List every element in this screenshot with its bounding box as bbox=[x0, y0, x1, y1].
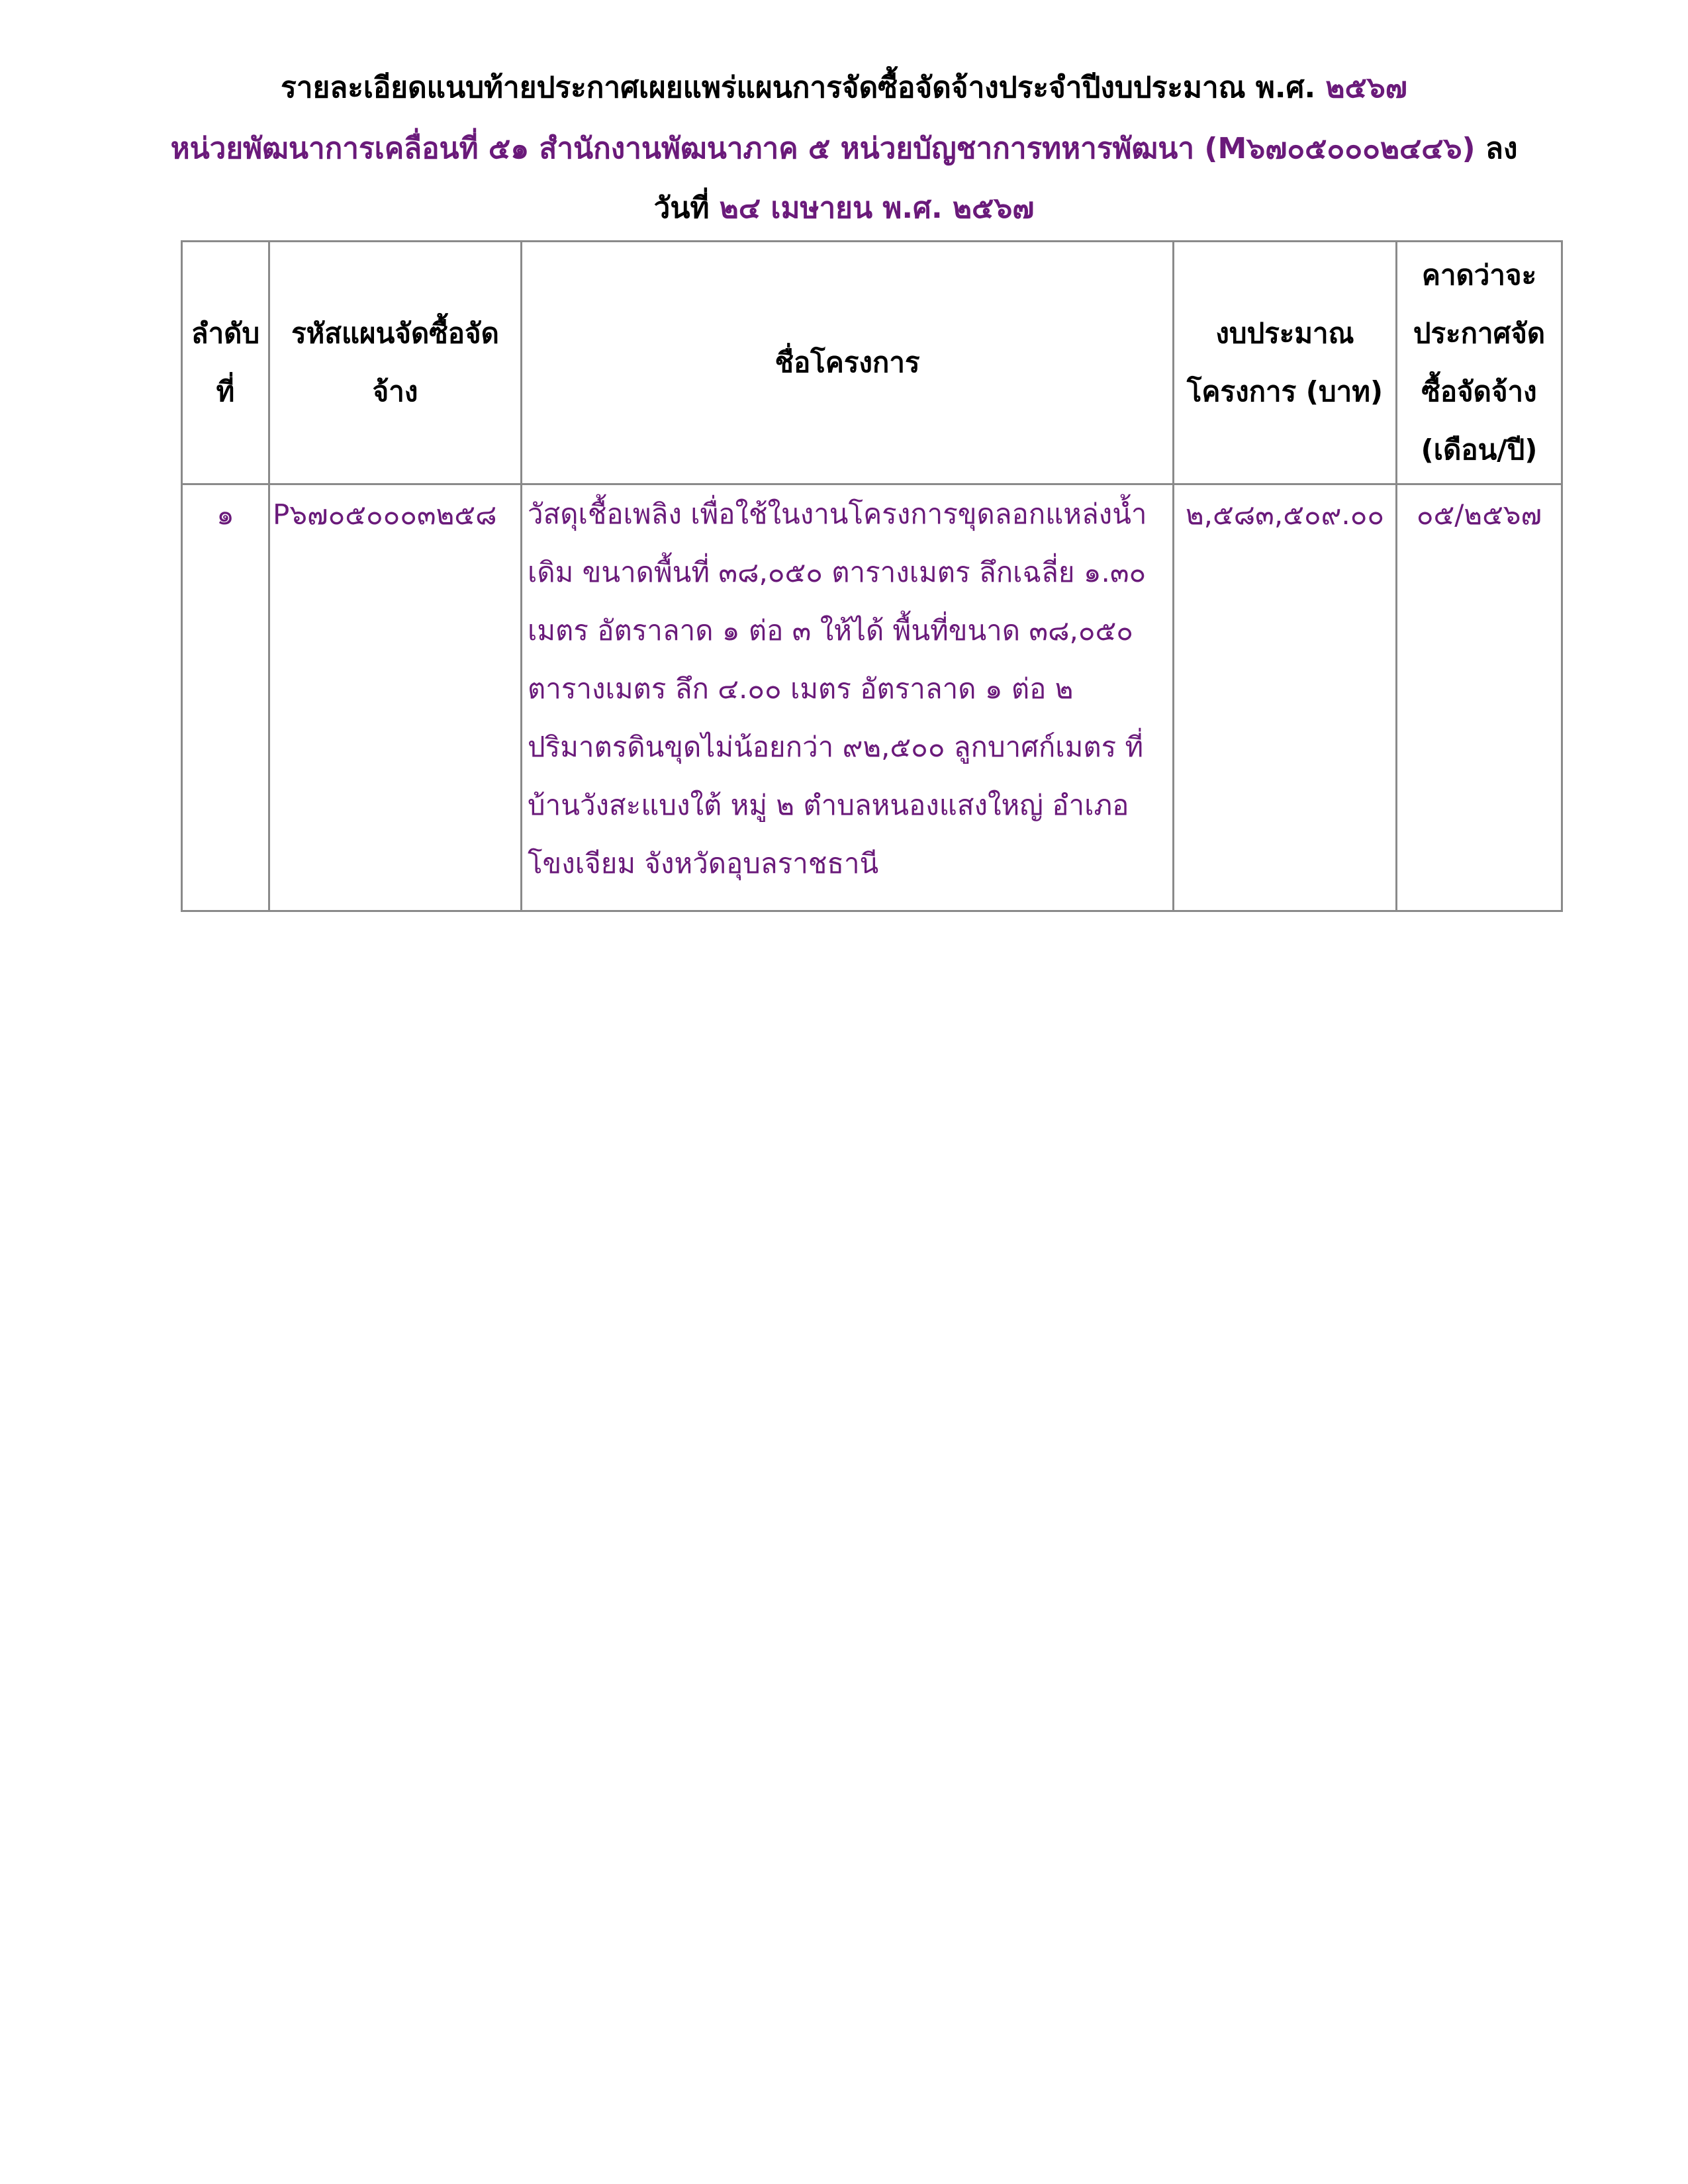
row-announce-date: ๐๕/๒๕๖๗ bbox=[1397, 484, 1562, 911]
table-row bbox=[182, 484, 1562, 911]
table-header-row bbox=[182, 242, 1562, 484]
header-line-date bbox=[132, 179, 1556, 238]
announcement-date: ๒๔ เมษายน พ.ศ. ๒๕๖๗ bbox=[719, 191, 1035, 225]
organization-suffix: ลง bbox=[1485, 132, 1518, 165]
organization-name: หน่วยพัฒนาการเคลื่อนที่ ๕๑ สำนักงานพัฒนาภาค ๕ หน่วยบัญชาการทหารพัฒนา (M๖๗๐๕๐๐๐๒๔๔๖) bbox=[170, 132, 1476, 165]
procurement-plan-table bbox=[181, 240, 1563, 912]
row-seq: ๑ bbox=[182, 484, 269, 911]
title-text: รายละเอียดแนบท้ายประกาศเผยแพร่แผนการจัดซื้อจัดจ้างประจำปีงบประมาณ พ.ศ. bbox=[281, 71, 1316, 105]
header-seq: ลำดับที่ bbox=[182, 242, 269, 484]
header-line-title bbox=[132, 58, 1556, 118]
row-budget: ๒,๕๘๓,๕๐๙.๐๐ bbox=[1174, 484, 1397, 911]
header-budget: งบประมาณโครงการ (บาท) bbox=[1174, 242, 1397, 484]
fiscal-year: ๒๕๖๗ bbox=[1325, 71, 1407, 105]
row-project-name: วัสดุเชื้อเพลิง เพื่อใช้ในงานโครงการขุดลอกแหล่งน้ำเดิม ขนาดพื้นที่ ๓๘,๐๕๐ ตารางเมตร ลึกเฉลี่ย ๑.๓๐ เมตร อัตราลาด ๑ ต่อ ๓ ให้ได้ พื้นที่ขนาด ๓๘,๐๕๐ ตารางเมตร ลึก ๔.๐๐ เมตร อัตราลาด ๑ ต่อ ๒ ปริมาตรดินขุดไม่น้อยกว่า ๙๒,๕๐๐ ลูกบาศก์เมตร ที่ บ้านวังสะแบงใต้ หมู่ ๒ ตำบลหนองแสงใหญ่ อำเภอโขงเจียม จังหวัดอุบลราชธานี bbox=[522, 484, 1174, 911]
header-plan-code: รหัสแผนจัดซื้อจัดจ้าง bbox=[269, 242, 522, 484]
header-announce-date: คาดว่าจะประกาศจัดซื้อจัดจ้าง (เดือน/ปี) bbox=[1397, 242, 1562, 484]
row-plan-code: P๖๗๐๕๐๐๐๓๒๕๘ bbox=[269, 484, 522, 911]
header-project-name: ชื่อโครงการ bbox=[522, 242, 1174, 484]
header-line-organization bbox=[132, 119, 1556, 179]
date-prefix: วันที่ bbox=[653, 191, 710, 225]
